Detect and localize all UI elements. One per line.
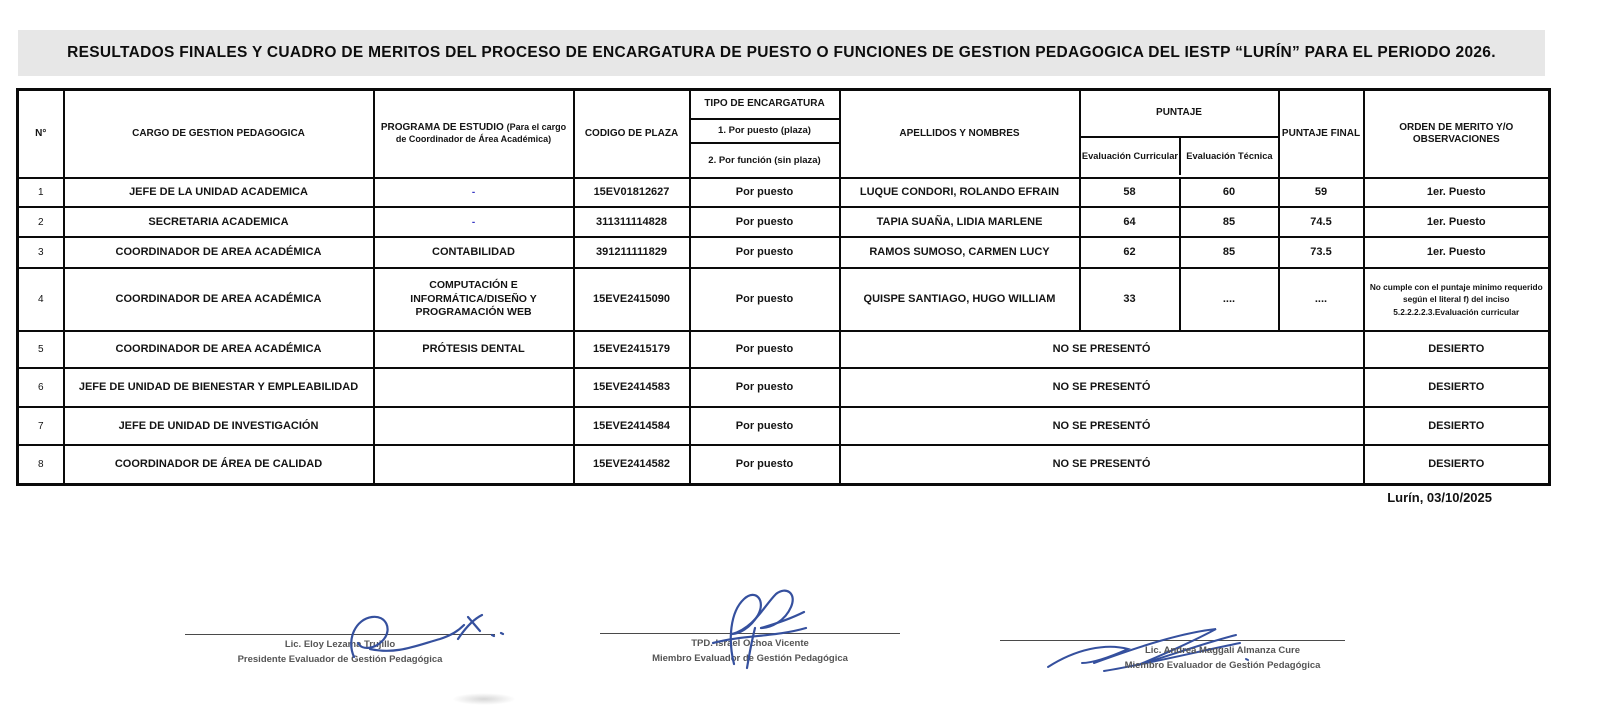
scan-artifact-smudge bbox=[452, 693, 516, 705]
table-row bbox=[18, 368, 1550, 407]
signature-line bbox=[1000, 640, 1345, 641]
col-header-puntaje: PUNTAJE bbox=[1081, 91, 1278, 138]
cell-codigo: 15EVE2415179 bbox=[574, 331, 690, 368]
cell-eval-curricular: 64 bbox=[1080, 207, 1180, 237]
cell-apellidos: TAPIA SUAÑA, LIDIA MARLENE bbox=[840, 207, 1080, 237]
cell-num: 3 bbox=[18, 237, 64, 268]
col-header-codigo: CODIGO DE PLAZA bbox=[574, 90, 690, 179]
cell-orden: DESIERTO bbox=[1364, 368, 1550, 407]
cell-eval-tecnica: 60 bbox=[1180, 178, 1279, 207]
cell-cargo: COORDINADOR DE AREA ACADÉMICA bbox=[64, 268, 374, 331]
col-header-apellidos: APELLIDOS Y NOMBRES bbox=[840, 90, 1080, 179]
cell-orden-observation: No cumple con el puntaje minimo requerido según el literal f) del inciso 5.2.2.2.2.3.Evaluación curricular bbox=[1364, 268, 1550, 331]
cell-tipo: Por puesto bbox=[690, 268, 840, 331]
cell-orden: DESIERTO bbox=[1364, 407, 1550, 445]
cell-no-se-presento: NO SE PRESENTÓ bbox=[840, 445, 1364, 484]
signer-name: Lic. Andrea Maggali Almanza Cure bbox=[1144, 645, 1301, 656]
cell-eval-curricular: 62 bbox=[1080, 237, 1180, 268]
title-band bbox=[18, 30, 1545, 76]
signer-name: Lic. Eloy Lezama Trujillo bbox=[284, 639, 396, 650]
signature-block-2 bbox=[600, 633, 900, 664]
cell-orden: 1er. Puesto bbox=[1364, 237, 1550, 268]
cell-eval-curricular: 58 bbox=[1080, 178, 1180, 207]
cell-cargo: COORDINADOR DE ÁREA DE CALIDAD bbox=[64, 445, 374, 484]
cell-cargo: JEFE DE LA UNIDAD ACADEMICA bbox=[64, 178, 374, 207]
signer-role: Miembro Evaluador de Gestión Pedagógica bbox=[652, 653, 848, 664]
cell-puntaje-final: .... bbox=[1279, 268, 1364, 331]
cell-eval-curricular: 33 bbox=[1080, 268, 1180, 331]
cell-no-se-presento: NO SE PRESENTÓ bbox=[840, 407, 1364, 445]
table-row bbox=[18, 207, 1550, 237]
col-header-puntaje-group bbox=[1080, 90, 1279, 179]
cell-cargo: SECRETARIA ACADEMICA bbox=[64, 207, 374, 237]
page-title: RESULTADOS FINALES Y CUADRO DE MERITOS DEL PROCESO DE ENCARGATURA DE PUESTO O FUNCIONES DE GESTION PEDAGOGICA DEL IESTP “LURÍN” PARA EL PERIODO 2026. bbox=[67, 44, 1496, 61]
table-row bbox=[18, 268, 1550, 331]
cell-cargo: JEFE DE UNIDAD DE INVESTIGACIÓN bbox=[64, 407, 374, 445]
cell-codigo: 391211111829 bbox=[574, 237, 690, 268]
cell-programa bbox=[374, 445, 574, 484]
cell-eval-tecnica: 85 bbox=[1180, 207, 1279, 237]
cell-apellidos: QUISPE SANTIAGO, HUGO WILLIAM bbox=[840, 268, 1080, 331]
cell-orden: DESIERTO bbox=[1364, 331, 1550, 368]
signer-role: Miembro Evaluador de Gestión Pedagógica bbox=[1124, 660, 1321, 671]
cell-no-se-presento: NO SE PRESENTÓ bbox=[840, 331, 1364, 368]
cell-num: 6 bbox=[18, 368, 64, 407]
col-header-programa-note: (Para el cargo de Coordinador de Área Académica) bbox=[395, 121, 567, 144]
cell-cargo: COORDINADOR DE AREA ACADÉMICA bbox=[64, 331, 374, 368]
cell-codigo: 15EVE2414583 bbox=[574, 368, 690, 407]
cell-cargo: JEFE DE UNIDAD DE BIENESTAR Y EMPLEABILIDAD bbox=[64, 368, 374, 407]
cell-apellidos: RAMOS SUMOSO, CARMEN LUCY bbox=[840, 237, 1080, 268]
cell-puntaje-final: 73.5 bbox=[1279, 237, 1364, 268]
cell-tipo: Por puesto bbox=[690, 407, 840, 445]
table-row bbox=[18, 331, 1550, 368]
cell-orden: DESIERTO bbox=[1364, 445, 1550, 484]
cell-codigo: 15EVE2414584 bbox=[574, 407, 690, 445]
signer-name: TPD. Israel Ochoa Vicente bbox=[691, 638, 809, 649]
cell-codigo: 15EV01812627 bbox=[574, 178, 690, 207]
cell-num: 2 bbox=[18, 207, 64, 237]
cell-tipo: Por puesto bbox=[690, 178, 840, 207]
cell-puntaje-final: 74.5 bbox=[1279, 207, 1364, 237]
signature-block-1 bbox=[185, 634, 495, 665]
cell-codigo: 15EVE2415090 bbox=[574, 268, 690, 331]
col-header-tipo-option-1: 1. Por puesto (plaza) bbox=[691, 120, 839, 144]
cell-orden: 1er. Puesto bbox=[1364, 178, 1550, 207]
cell-num: 7 bbox=[18, 407, 64, 445]
cell-apellidos: LUQUE CONDORI, ROLANDO EFRAIN bbox=[840, 178, 1080, 207]
signature-line bbox=[600, 633, 900, 634]
col-header-tipo-title: TIPO DE ENCARGATURA bbox=[691, 91, 839, 120]
cell-num: 4 bbox=[18, 268, 64, 331]
col-header-eval-tecnica: Evaluación Técnica bbox=[1186, 150, 1273, 161]
cell-tipo: Por puesto bbox=[690, 368, 840, 407]
table-row bbox=[18, 178, 1550, 207]
col-header-puntaje-final: PUNTAJE FINAL bbox=[1279, 90, 1364, 179]
cell-cargo: COORDINADOR DE AREA ACADÉMICA bbox=[64, 237, 374, 268]
col-header-programa bbox=[374, 90, 574, 179]
col-header-programa-main: PROGRAMA DE ESTUDIO bbox=[380, 121, 504, 133]
signature-block-3 bbox=[1000, 640, 1345, 671]
cell-num: 1 bbox=[18, 178, 64, 207]
cell-programa bbox=[374, 368, 574, 407]
cell-programa: COMPUTACIÓN E INFORMÁTICA/DISEÑO Y PROGRAMACIÓN WEB bbox=[374, 268, 574, 331]
cell-eval-tecnica: 85 bbox=[1180, 237, 1279, 268]
cell-num: 8 bbox=[18, 445, 64, 484]
cell-puntaje-final: 59 bbox=[1279, 178, 1364, 207]
cell-programa: CONTABILIDAD bbox=[374, 237, 574, 268]
table-row bbox=[18, 407, 1550, 445]
cell-tipo: Por puesto bbox=[690, 331, 840, 368]
cell-num: 5 bbox=[18, 331, 64, 368]
cell-tipo: Por puesto bbox=[690, 445, 840, 484]
cell-programa: - bbox=[374, 178, 574, 207]
cell-eval-tecnica: .... bbox=[1180, 268, 1279, 331]
cell-programa: - bbox=[374, 207, 574, 237]
cell-programa bbox=[374, 407, 574, 445]
col-header-tipo-option-2: 2. Por función (sin plaza) bbox=[708, 154, 821, 166]
col-header-cargo: CARGO DE GESTION PEDAGOGICA bbox=[64, 90, 374, 179]
header-row bbox=[18, 90, 1550, 179]
table-row bbox=[18, 237, 1550, 268]
cell-orden: 1er. Puesto bbox=[1364, 207, 1550, 237]
cell-tipo: Por puesto bbox=[690, 237, 840, 268]
signer-role: Presidente Evaluador de Gestión Pedagógica bbox=[237, 654, 443, 665]
cell-no-se-presento: NO SE PRESENTÓ bbox=[840, 368, 1364, 407]
col-header-num: N° bbox=[18, 90, 64, 179]
cell-programa: PRÓTESIS DENTAL bbox=[374, 331, 574, 368]
col-header-eval-curricular: Evaluación Curricular bbox=[1081, 138, 1182, 175]
document-date: Lurín, 03/10/2025 bbox=[1387, 490, 1492, 505]
cell-tipo: Por puesto bbox=[690, 207, 840, 237]
cell-codigo: 15EVE2414582 bbox=[574, 445, 690, 484]
signature-line bbox=[185, 634, 495, 635]
cell-codigo: 311311114828 bbox=[574, 207, 690, 237]
col-header-tipo bbox=[690, 90, 840, 179]
results-table bbox=[16, 88, 1551, 486]
col-header-orden: ORDEN DE MERITO Y/O OBSERVACIONES bbox=[1364, 90, 1550, 179]
table-row bbox=[18, 445, 1550, 484]
